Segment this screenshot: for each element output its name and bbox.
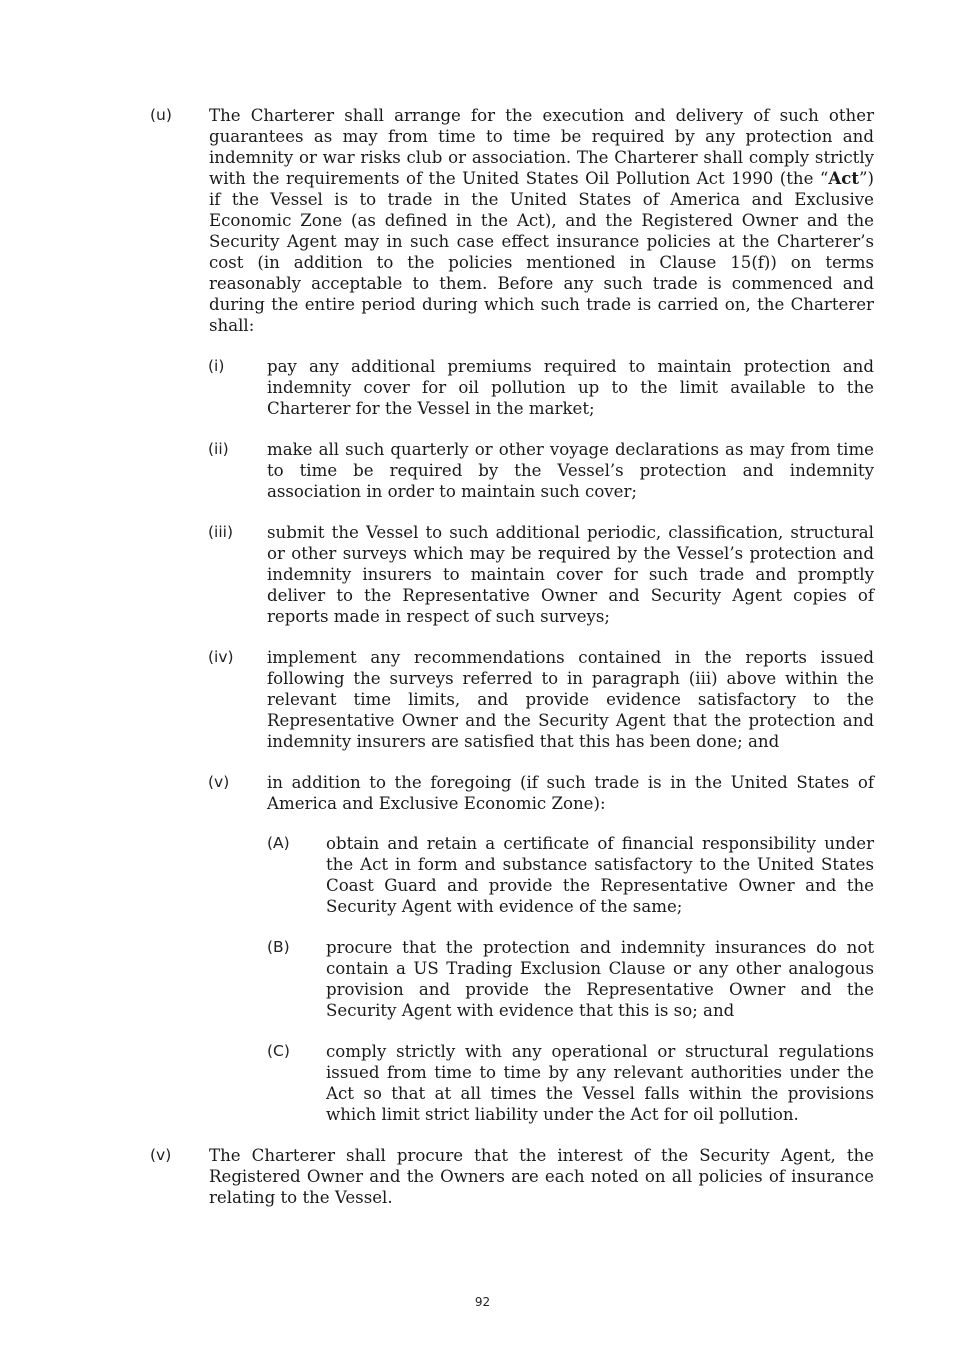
paragraph-v	[208, 772, 874, 814]
page-number: 92	[474, 1295, 491, 1309]
subparagraph-text: comply strictly with any operational or structural regulations issued from time to time by any relevant authorities under the Act so that at all times the Vessel falls within the provisions which limit strict liability under the Act for oil pollution.	[326, 1042, 874, 1124]
clause-label: (u)	[150, 106, 172, 124]
subparagraph-c	[267, 1041, 874, 1125]
paragraph-ii	[208, 439, 874, 502]
clause-text	[209, 105, 874, 336]
paragraph-text: implement any recommendations contained in the reports issued following the surveys referred to in paragraph (iii) above within the relevant time limits, and provide evidence satisfactory to the Representative Owner and the Security Agent that the protection and indemnity insurers are satisfied that this has been done; and	[267, 648, 874, 751]
paragraph-iii	[208, 522, 874, 627]
paragraph-text: make all such quarterly or other voyage declarations as may from time to time be required by the Vessel’s protection and indemnity association in order to maintain such cover;	[267, 440, 874, 501]
clause-v	[150, 1145, 874, 1208]
paragraph-iv	[208, 647, 874, 752]
paragraph-label: (i)	[208, 357, 225, 375]
clause-text-part: The Charterer shall arrange for the execution and delivery of such other guarantees as may from time to time be required by any protection and indemnity or war risks club or association. The Charterer shall comply strictly with the requirements of the United States Oil Pollution Act 1990 (the “	[209, 106, 874, 188]
subparagraph-label: (B)	[267, 938, 290, 956]
clause-text-part: ”) if the Vessel is to trade in the United States of America and Exclusive Economic Zone (as defined in the Act), and the Registered Owner and the Security Agent may in such case effect insurance policies at the Charterer’s cost (in addition to the policies mentioned in Clause 15(f)) on terms reasonably acceptable to them. Before any such trade is commenced and during the entire period during which such trade is carried on, the Charterer shall:	[209, 169, 874, 335]
paragraph-text: pay any additional premiums required to maintain protection and indemnity cover for oil pollution up to the limit available to the Charterer for the Vessel in the market;	[267, 357, 874, 418]
subparagraph-a	[267, 833, 874, 917]
clause-label: (v)	[150, 1146, 172, 1164]
paragraph-i	[208, 356, 874, 419]
paragraph-text: submit the Vessel to such additional periodic, classification, structural or other surveys which may be required by the Vessel’s protection and indemnity insurers to maintain cover for such trade and promptly deliver to the Representative Owner and Security Agent copies of reports made in respect of such surveys;	[267, 523, 874, 626]
subparagraph-label: (C)	[267, 1042, 290, 1060]
paragraph-label: (iv)	[208, 648, 234, 666]
subparagraph-text: obtain and retain a certificate of financial responsibility under the Act in form and substance satisfactory to the United States Coast Guard and provide the Representative Owner and the Security Agent with evidence of the same;	[326, 834, 874, 916]
paragraph-label: (v)	[208, 773, 230, 791]
clause-text: The Charterer shall procure that the interest of the Security Agent, the Registered Owner and the Owners are each noted on all policies of insurance relating to the Vessel.	[209, 1146, 874, 1207]
subparagraph-text: procure that the protection and indemnity insurances do not contain a US Trading Exclusion Clause or any other analogous provision and provide the Representative Owner and the Security Agent with evidence that this is so; and	[326, 938, 874, 1020]
defined-term: Act	[828, 168, 860, 188]
clause-u	[150, 105, 874, 336]
paragraph-text: in addition to the foregoing (if such trade is in the United States of America and Exclusive Economic Zone):	[267, 773, 874, 813]
subparagraph-label: (A)	[267, 834, 290, 852]
subparagraph-b	[267, 937, 874, 1021]
paragraph-label: (ii)	[208, 440, 229, 458]
paragraph-label: (iii)	[208, 523, 234, 541]
